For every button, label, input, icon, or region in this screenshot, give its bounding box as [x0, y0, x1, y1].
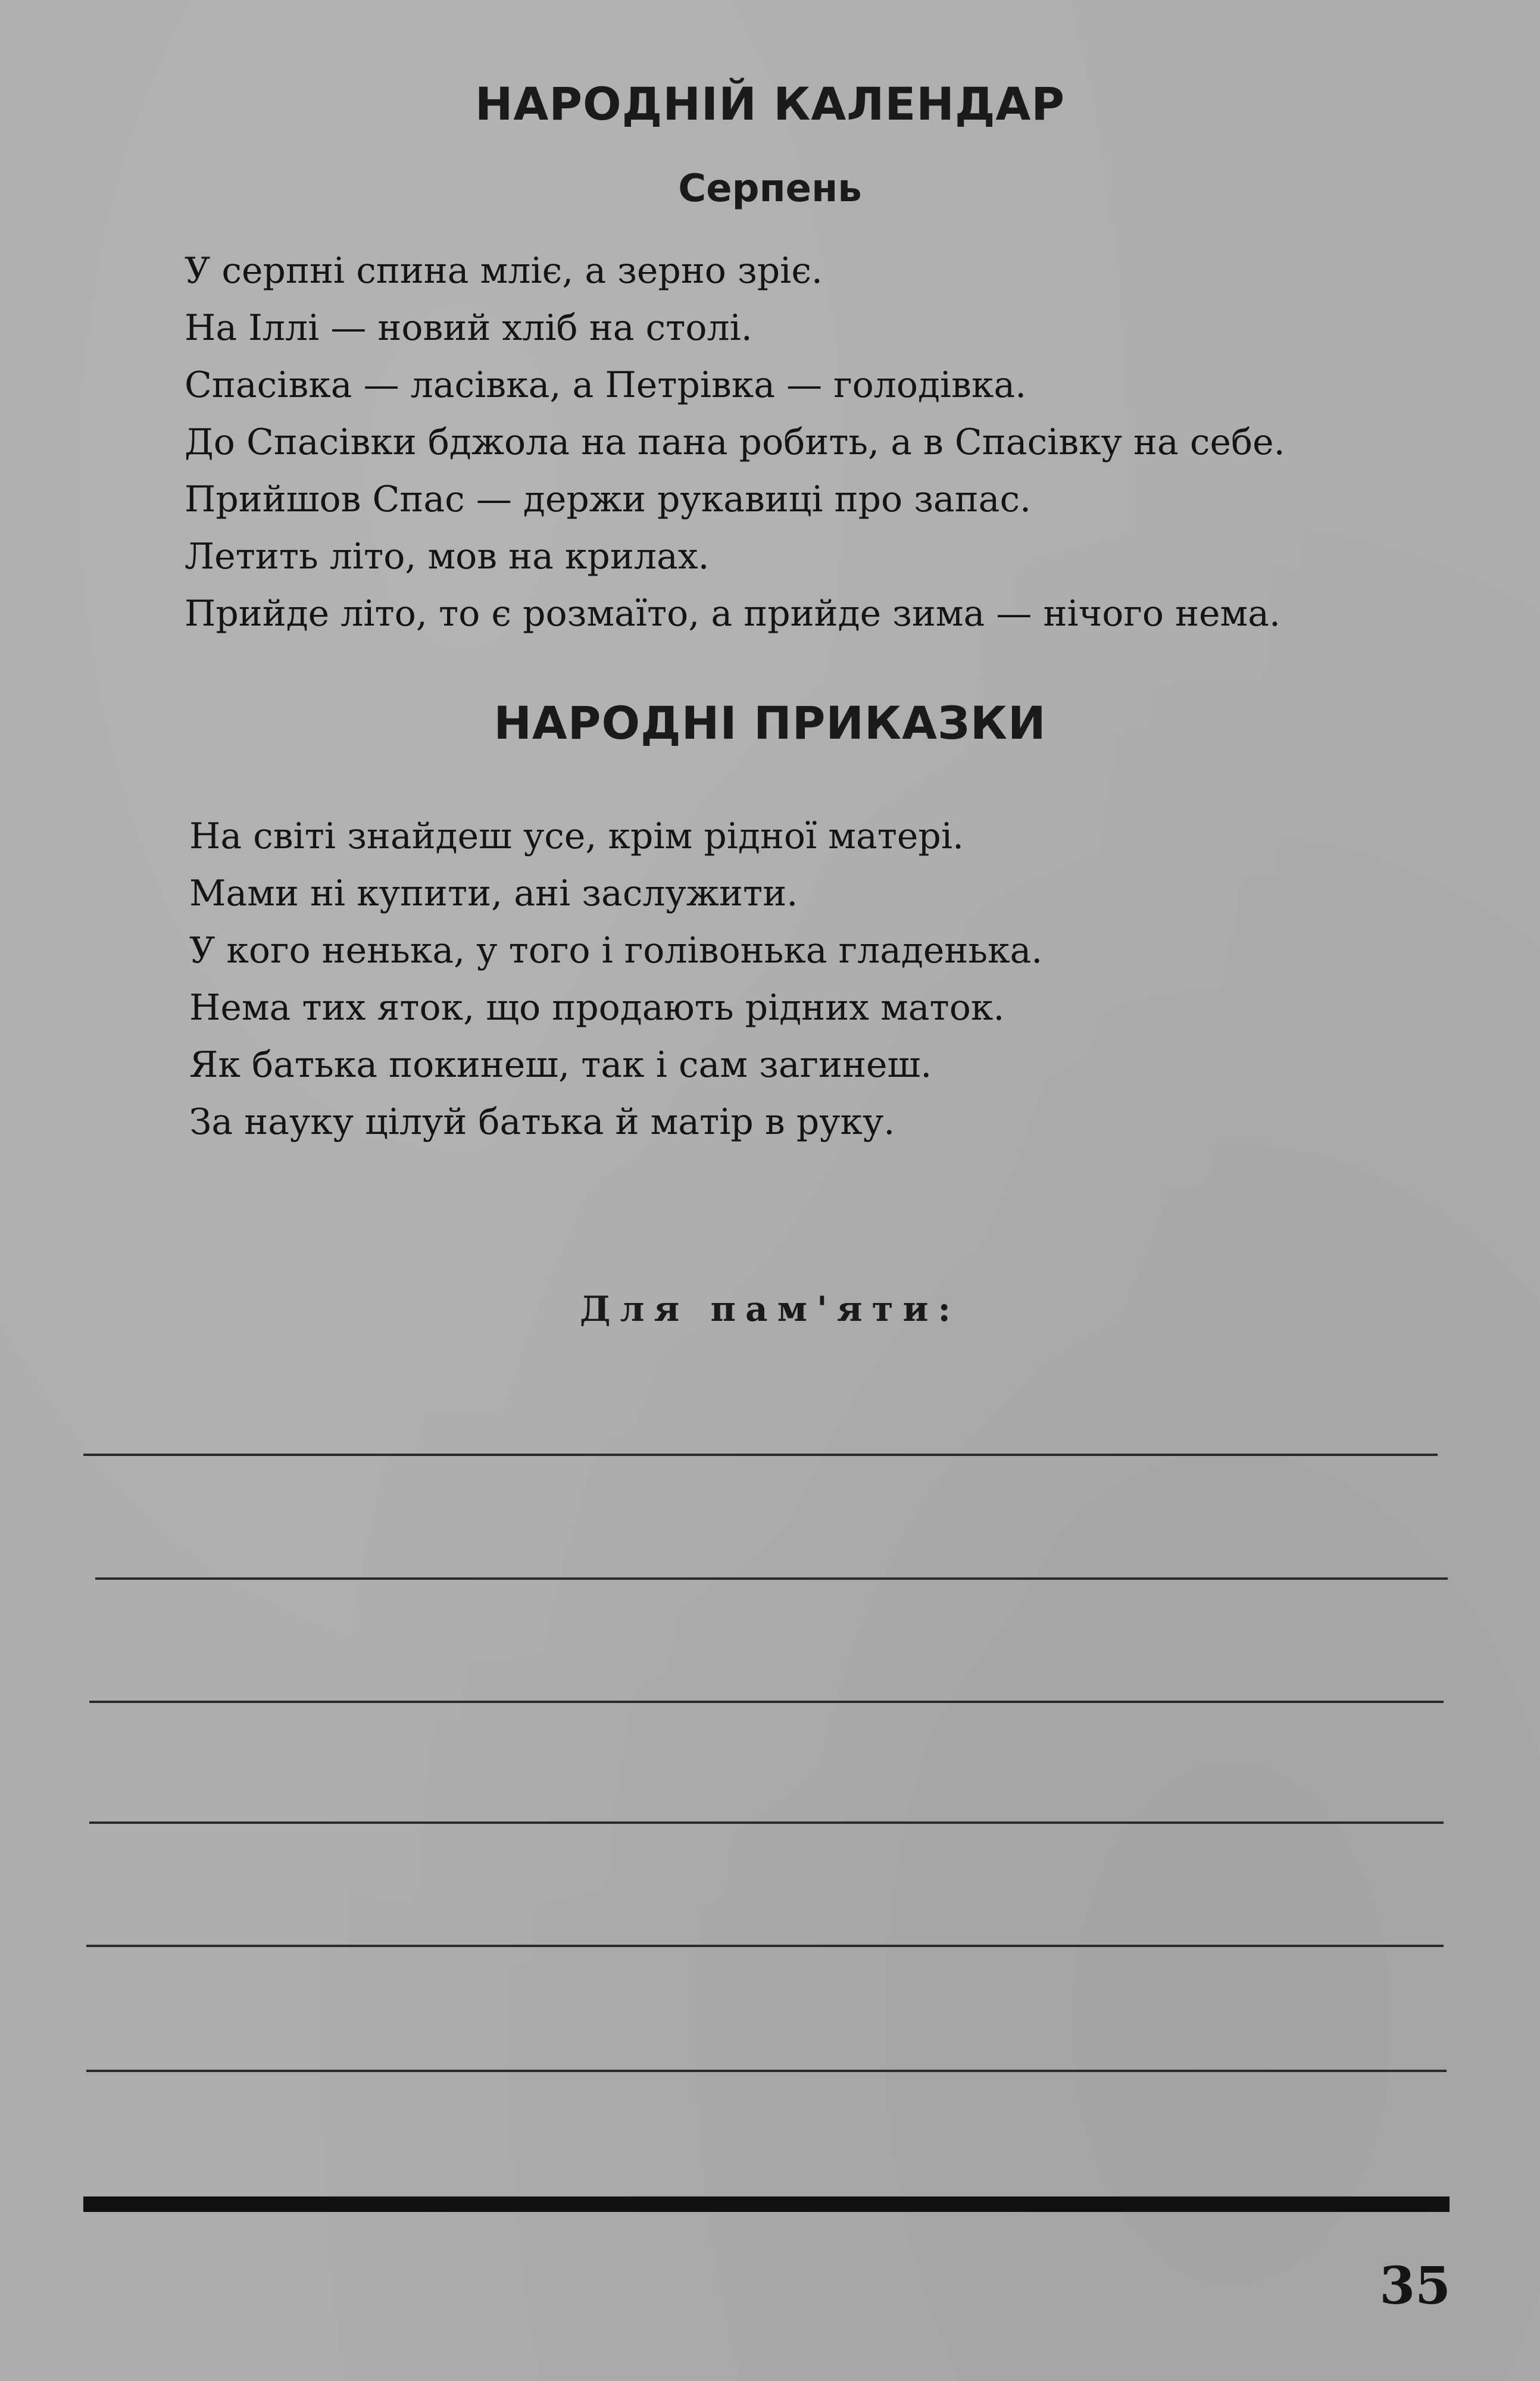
sayings-title: НАРОДНІ ПРИКАЗКИ	[493, 696, 1047, 749]
memo-writing-line	[89, 1701, 1444, 1703]
calendar-title: НАРОДНІЙ КАЛЕНДАР	[474, 77, 1066, 130]
calendar-line: До Спасівки бджола на пана робить, а в Спасівку на себе.	[185, 421, 1285, 463]
bottom-divider	[83, 2196, 1450, 2212]
proverb-line: Нема тих яток, що продають рідних маток.	[189, 987, 1005, 1029]
calendar-line: Спасівка — ласівка, а Петрівка — голодівка.	[185, 364, 1027, 406]
memo-writing-line	[89, 1821, 1444, 1824]
memo-label: Для пам'яти:	[580, 1289, 960, 1329]
calendar-line: Летить літо, мов на крилах.	[185, 536, 710, 577]
memo-writing-line	[86, 2070, 1447, 2072]
calendar-line: Прийшов Спас — держи рукавиці про запас.	[185, 479, 1032, 520]
calendar-line: У серпні спина мліє, а зерно зріє.	[185, 250, 823, 292]
proverb-line: За науку цілуй батька й матір в руку.	[189, 1101, 895, 1143]
proverb-line: Як батька покинеш, так і сам загинеш.	[189, 1044, 932, 1086]
proverb-line: Мами ні купити, ані заслужити.	[189, 873, 798, 914]
calendar-line: На Іллі — новий хліб на столі.	[185, 307, 752, 349]
month-subtitle: Серпень	[678, 167, 862, 211]
memo-writing-line	[86, 1945, 1444, 1947]
proverb-line: На світі знайдеш усе, крім рідної матері.	[189, 815, 964, 857]
memo-writing-line	[83, 1454, 1438, 1456]
proverb-line: У кого ненька, у того і голівонька гладенька.	[189, 930, 1043, 971]
page-number: 35	[1379, 2256, 1451, 2316]
memo-writing-line	[95, 1577, 1448, 1580]
calendar-line: Прийде літо, то є розмаїто, а прийде зима — нічого нема.	[185, 593, 1281, 635]
